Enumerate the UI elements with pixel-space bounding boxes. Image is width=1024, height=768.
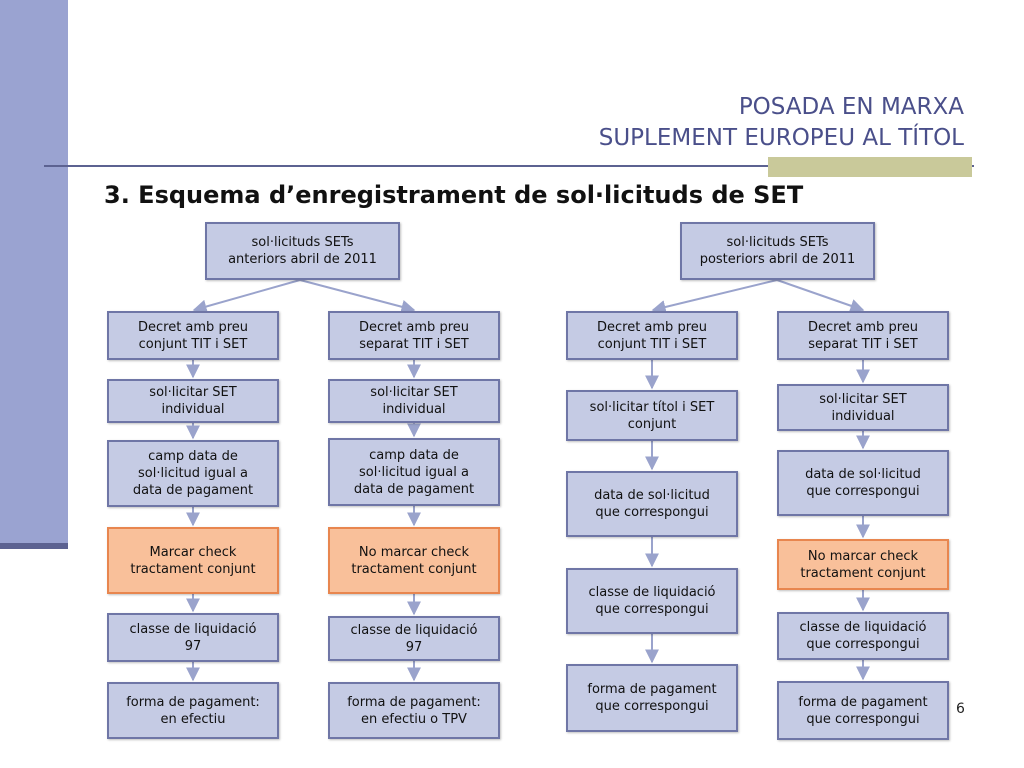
c4-no-mark-joint-check-box bbox=[777, 539, 949, 590]
c1-payment-method-box bbox=[107, 682, 279, 739]
box-text-line: camp data de bbox=[369, 447, 459, 463]
c3-liquidation-class-box bbox=[566, 568, 738, 634]
c2-liquidation-class-box bbox=[328, 616, 500, 661]
c4-request-set-individual-box bbox=[777, 384, 949, 431]
box-text-line: conjunt TIT i SET bbox=[138, 336, 248, 352]
box-text-line: que correspongui bbox=[806, 637, 920, 652]
box-text-line: anteriors abril de 2011 bbox=[228, 252, 377, 267]
box-text-line: sol·licitud igual a bbox=[359, 464, 469, 480]
box-text-line: posteriors abril de 2011 bbox=[699, 252, 856, 267]
root-box-after-april-2011 bbox=[680, 222, 875, 280]
box-text-line: en efectiu o TPV bbox=[361, 711, 467, 727]
box-text-line: tractament conjunt bbox=[130, 561, 256, 577]
arrow-g2-root-right bbox=[777, 280, 863, 310]
box-text-line: individual bbox=[382, 402, 446, 417]
c2-decree-separate-price-box bbox=[328, 311, 500, 360]
arrow-g1-root-right bbox=[300, 280, 414, 310]
box-text-line: camp data de bbox=[148, 449, 238, 464]
c1-decree-joint-price-box bbox=[107, 311, 279, 360]
box-text-line: sol·licituds SETs bbox=[251, 235, 354, 250]
box-text-line: classe de liquidació bbox=[129, 621, 257, 637]
page-number: 6 bbox=[956, 701, 965, 717]
box-text-line: sol·licitar títol i SET bbox=[589, 399, 715, 415]
c1-request-date-equals-payment-box bbox=[107, 440, 279, 507]
c1-mark-joint-check-box bbox=[107, 527, 279, 594]
c3-request-date-box bbox=[566, 471, 738, 537]
c1-liquidation-class-box bbox=[107, 613, 279, 662]
box-text-line: conjunt TIT i SET bbox=[597, 336, 707, 352]
box-text-line: individual bbox=[161, 402, 225, 417]
box-text-line: sol·licituds SETs bbox=[726, 235, 829, 250]
c3-request-title-and-set-box bbox=[566, 390, 738, 441]
box-text-line: classe de liquidació bbox=[350, 622, 478, 638]
box-text-line: separat TIT i SET bbox=[359, 336, 469, 352]
c2-payment-method-box bbox=[328, 682, 500, 739]
box-text-line: que correspongui bbox=[806, 484, 920, 499]
box-text-line: data de sol·licitud bbox=[594, 488, 710, 503]
box-text-line: sol·licitar SET bbox=[149, 385, 237, 400]
c4-liquidation-class-box bbox=[777, 612, 949, 660]
box-text-line: forma de pagament: bbox=[347, 694, 481, 710]
box-text-line: en efectiu bbox=[160, 711, 226, 727]
box-text-line: data de sol·licitud bbox=[805, 467, 921, 482]
box-text-line: data de pagament bbox=[132, 483, 254, 498]
box-text-line: que correspongui bbox=[595, 699, 709, 714]
box-text-line: sol·licitud igual a bbox=[138, 466, 248, 481]
box-text-line: classe de liquidació bbox=[588, 585, 716, 600]
box-text-line: forma de pagament: bbox=[126, 694, 260, 710]
box-text-line: classe de liquidació bbox=[799, 620, 927, 635]
root-box-before-april-2011 bbox=[205, 222, 400, 280]
c2-request-date-equals-payment-box bbox=[328, 438, 500, 506]
box-text-line: que correspongui bbox=[806, 711, 920, 727]
box-text-line: No marcar check bbox=[807, 548, 919, 564]
box-text-line: Decret amb preu bbox=[596, 319, 707, 335]
c4-payment-method-box bbox=[777, 681, 949, 740]
box-text-line: conjunt bbox=[627, 416, 677, 432]
arrow-g1-root-left bbox=[194, 280, 300, 310]
arrow-g2-root-left bbox=[653, 280, 777, 310]
c3-decree-joint-price-box bbox=[566, 311, 738, 360]
box-text-line: forma de pagament bbox=[587, 682, 717, 697]
box-text-line: Marcar check bbox=[149, 544, 237, 560]
box-text-line: sol·licitar SET bbox=[370, 385, 458, 400]
box-text-line: forma de pagament bbox=[798, 694, 928, 710]
c4-decree-separate-price-box bbox=[777, 311, 949, 360]
box-text-line: separat TIT i SET bbox=[808, 336, 918, 352]
box-text-line: Decret amb preu bbox=[807, 319, 918, 335]
header-line-2: SUPLEMENT EUROPEU AL TÍTOL bbox=[598, 125, 964, 151]
box-text-line: tractament conjunt bbox=[800, 565, 926, 581]
c2-request-set-individual-box bbox=[328, 379, 500, 423]
box-text-line: tractament conjunt bbox=[351, 561, 477, 577]
header-line-1: POSADA EN MARXA bbox=[738, 94, 964, 120]
c3-payment-method-box bbox=[566, 664, 738, 732]
box-text-line: individual bbox=[831, 408, 895, 424]
c2-no-mark-joint-check-box bbox=[328, 527, 500, 594]
box-text-line: que correspongui bbox=[595, 505, 709, 520]
box-text-line: data de pagament bbox=[353, 481, 475, 497]
c1-request-set-individual-box bbox=[107, 379, 279, 423]
box-text-line: 97 bbox=[405, 639, 423, 655]
box-text-line: No marcar check bbox=[358, 544, 470, 560]
box-text-line: sol·licitar SET bbox=[819, 391, 907, 407]
box-text-line: Decret amb preu bbox=[137, 319, 248, 335]
box-text-line: que correspongui bbox=[595, 602, 709, 617]
box-text-line: Decret amb preu bbox=[358, 319, 469, 335]
c4-request-date-box bbox=[777, 450, 949, 516]
slide-title: 3. Esquema d’enregistrament de sol·licituds de SET bbox=[104, 181, 804, 209]
box-text-line: 97 bbox=[184, 638, 202, 654]
